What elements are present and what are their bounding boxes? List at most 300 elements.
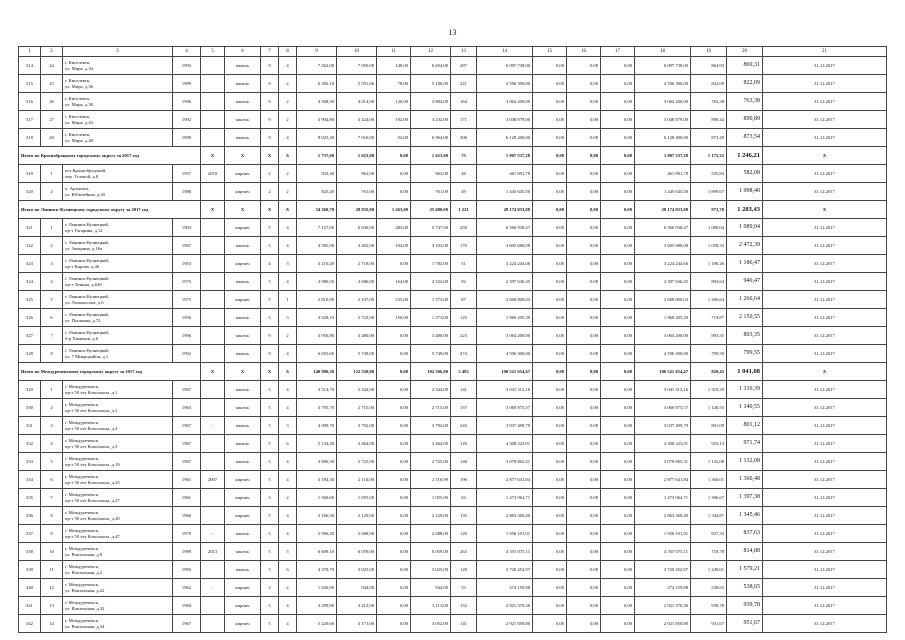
table-cell: 342 [19, 615, 41, 633]
table-cell: кирпич [225, 165, 261, 183]
table-cell: 4 [279, 345, 297, 363]
table-cell: 0,00 [533, 75, 567, 93]
table-cell: панель [225, 111, 261, 129]
subtotal-cell: 1 175,32 [691, 147, 727, 165]
table-cell: 3 037 499,79 [635, 417, 691, 435]
table-cell [201, 489, 225, 507]
table-cell: 1993 [173, 219, 201, 237]
subtotal-cell: 1 907 537,28 [635, 147, 691, 165]
table-row [19, 327, 887, 345]
table-cell: 31.12.2017 [763, 435, 887, 453]
table-cell: 3 041 312,16 [635, 381, 691, 399]
table-cell: 26 [451, 165, 477, 183]
header-cell: 2 [41, 47, 63, 57]
table-cell: 25 [41, 75, 63, 93]
table-cell: 31.12.2017 [763, 453, 887, 471]
table-cell: кирпич [225, 597, 261, 615]
table-cell: 0,00 [601, 291, 635, 309]
table-cell: 3 [41, 255, 63, 273]
header-cell: 12 [411, 47, 451, 57]
table-cell: 315 [19, 75, 41, 93]
table-cell: 53 [451, 579, 477, 597]
table-cell [201, 57, 225, 75]
table-row [19, 471, 887, 489]
table-cell: 1 573,00 [411, 291, 451, 309]
address-cell: г. Междуреченск, пр-т 50 лет Комсомола, д.25 [63, 471, 173, 489]
table-cell: 0,00 [567, 597, 601, 615]
table-cell: 1 473 064,71 [477, 489, 533, 507]
table-cell: 0,00 [377, 543, 411, 561]
table-cell: 3 299,80 [297, 597, 337, 615]
table-cell: 3 480,00 [337, 327, 377, 345]
table-cell: 6 655,60 [297, 345, 337, 363]
table-cell: 1996 [173, 327, 201, 345]
table-cell: 1967 [173, 435, 201, 453]
subtotal-cell: 28 935,00 [337, 201, 377, 219]
table-cell: 7 [41, 327, 63, 345]
table-cell: 28 [41, 129, 63, 147]
table-cell: 0,00 [533, 399, 567, 417]
table-cell: 1 026,90 [297, 579, 337, 597]
table-cell: 1990 [173, 129, 201, 147]
table-cell: 5 [261, 381, 279, 399]
table-cell: 1 784,00 [411, 255, 451, 273]
table-cell: 892,64 [691, 273, 727, 291]
table-cell: 0,00 [567, 399, 601, 417]
table-cell [201, 273, 225, 291]
table-cell: 0,00 [377, 489, 411, 507]
table-cell: 9 [261, 93, 279, 111]
table-cell: 243 [451, 417, 477, 435]
table-cell: 0,00 [601, 453, 635, 471]
header-cell: 17 [601, 47, 635, 57]
table-cell: 4 [279, 525, 297, 543]
table-cell: 340 [19, 579, 41, 597]
table-cell: 330 [19, 399, 41, 417]
header-cell: 16 [567, 47, 601, 57]
table-cell: 6 566 938,47 [635, 219, 691, 237]
table-cell [201, 93, 225, 111]
header-cell: 9 [297, 47, 337, 57]
table-cell: 0,00 [601, 597, 635, 615]
table-cell: 3 113,00 [411, 597, 451, 615]
subtotal-cell: X [279, 201, 297, 219]
table-cell: 2 810,90 [297, 291, 337, 309]
subtotal-cell: 0,00 [567, 363, 601, 381]
table-cell: 5 [261, 291, 279, 309]
table-cell: 763,38 [727, 93, 763, 111]
table-cell: 1 360,01 [691, 471, 727, 489]
table-cell: 196 [451, 471, 477, 489]
table-cell: 0,00 [533, 327, 567, 345]
table-cell: 2 688,00 [411, 525, 451, 543]
table-cell: 2 [41, 237, 63, 255]
table-cell: 3 102,00 [411, 237, 451, 255]
table-cell: 3 795,70 [297, 399, 337, 417]
subtotal-cell: 0,00 [601, 201, 635, 219]
table-cell [201, 129, 225, 147]
table-cell: 0,00 [533, 309, 567, 327]
table-cell: 8 [41, 345, 63, 363]
table-cell: 1999 [173, 75, 201, 93]
table-cell: 0,00 [567, 489, 601, 507]
table-cell: 0,00 [377, 435, 411, 453]
table-cell: 2 [279, 183, 297, 201]
table-cell: 5 [261, 471, 279, 489]
table-cell: панель [225, 129, 261, 147]
header-cell: 14 [477, 47, 533, 57]
table-cell: 221 [451, 75, 477, 93]
table-cell: 9 [261, 129, 279, 147]
table-cell: 8 [41, 507, 63, 525]
table-cell: 0,00 [533, 453, 567, 471]
table-cell: 3 894,00 [411, 93, 451, 111]
table-cell: 31.12.2017 [763, 111, 887, 129]
table-cell: 3 184,30 [297, 471, 337, 489]
table-cell: 5 220,60 [297, 615, 337, 633]
table-cell: 1975 [173, 291, 201, 309]
table-cell: 4 585,00 [297, 237, 337, 255]
table-cell: 0,00 [567, 273, 601, 291]
table-cell: 461 891,78 [477, 165, 533, 183]
table-cell: 2 344,00 [411, 381, 451, 399]
table-cell [201, 597, 225, 615]
table-row [19, 345, 887, 363]
address-cell: г. Междуреченск, ул. Вокзальная, д.9 [63, 543, 173, 561]
table-cell: 1 266,64 [691, 291, 727, 309]
table-cell: 0,00 [533, 165, 567, 183]
table-cell: 2 [279, 489, 297, 507]
header-cell: 19 [691, 47, 727, 57]
table-cell: 3 232,00 [411, 111, 451, 129]
subtotal-cell: X [201, 363, 225, 381]
table-cell: 2 877 641,84 [477, 471, 533, 489]
table-cell: 538,65 [691, 579, 727, 597]
table-cell [201, 219, 225, 237]
table-cell: 335 [19, 489, 41, 507]
table-cell: 152 [451, 597, 477, 615]
subtotal-cell: 1 283,43 [727, 201, 763, 219]
table-cell: 2 [279, 93, 297, 111]
table-cell: 7 050,00 [337, 57, 377, 75]
table-cell: 31.12.2017 [763, 381, 887, 399]
table-cell: 7 157,60 [297, 219, 337, 237]
table-cell: 336 [19, 507, 41, 525]
table-row [19, 255, 887, 273]
table-cell: 31.12.2017 [763, 309, 887, 327]
table-cell: 0,00 [601, 75, 635, 93]
table-cell: 326 [19, 309, 41, 327]
table-cell: 6 [41, 309, 63, 327]
table-cell: 0,00 [601, 381, 635, 399]
table-cell: 26 [41, 93, 63, 111]
table-cell: 0,00 [601, 543, 635, 561]
table-row [19, 489, 887, 507]
table-cell: 0,00 [533, 381, 567, 399]
table-cell [201, 381, 225, 399]
table-cell: - [201, 579, 225, 597]
subtotal-cell: 1 041,08 [727, 363, 763, 381]
table-cell: 4 596 390,00 [477, 75, 533, 93]
table-cell: 3 [279, 417, 297, 435]
table-cell: 3 464,00 [411, 435, 451, 453]
table-cell: 3 048 879,00 [635, 111, 691, 129]
table-cell: 1 960 205,39 [635, 309, 691, 327]
table-cell: 170 [451, 237, 477, 255]
table-cell: 5 [261, 219, 279, 237]
table-cell: 0,00 [567, 381, 601, 399]
table-cell: кирпич [225, 219, 261, 237]
table-cell: 0,00 [567, 561, 601, 579]
table-cell: 814,88 [727, 543, 763, 561]
table-cell: 3 [261, 489, 279, 507]
table-cell: 1 089,04 [691, 219, 727, 237]
subtotal-cell: X [201, 201, 225, 219]
table-row [19, 219, 887, 237]
table-cell: 2 [279, 327, 297, 345]
table-cell: 1 560,60 [297, 489, 337, 507]
table-cell: 1 [41, 219, 63, 237]
subtotal-cell: 122 520,00 [337, 363, 377, 381]
header-cell: 7 [261, 47, 279, 57]
table-cell: 331 [19, 417, 41, 435]
table-cell: 0,00 [533, 543, 567, 561]
table-cell: 300 [451, 129, 477, 147]
table-cell: 31.12.2017 [763, 417, 887, 435]
address-cell: г. Междуреченск, пр-т 50 лет Комсомола, д.19 [63, 453, 173, 471]
table-cell: 0,00 [533, 417, 567, 435]
table-row [19, 561, 887, 579]
table-cell: 0,00 [377, 399, 411, 417]
table-cell: 0,00 [567, 165, 601, 183]
subtotal-cell: 100 521 654,47 [477, 363, 533, 381]
table-cell: 31.12.2017 [763, 291, 887, 309]
table-cell: 31.12.2017 [763, 489, 887, 507]
housing-register-table [18, 46, 887, 633]
header-cell: 6 [225, 47, 261, 57]
table-cell: 0,00 [601, 273, 635, 291]
table-cell: 3 956,80 [297, 327, 337, 345]
table-row [19, 165, 887, 183]
table-cell: 0,00 [601, 129, 635, 147]
table-cell: 31.12.2017 [763, 93, 887, 111]
table-cell: 325 [19, 291, 41, 309]
table-cell: 0,00 [601, 507, 635, 525]
table-cell: 323 [19, 255, 41, 273]
table-cell: 6 030,00 [337, 219, 377, 237]
address-cell: г. Ленинск-Кузнецкий, ул. Запарина, д.16а [63, 237, 173, 255]
table-cell: 0,00 [533, 93, 567, 111]
table-cell: 1967 [173, 237, 201, 255]
table-cell: 9 [41, 525, 63, 543]
table-cell: 3 166,50 [297, 507, 337, 525]
table-cell: 3 037 499,79 [477, 417, 533, 435]
table-cell: 6 059,00 [411, 543, 451, 561]
subtotal-cell: 102 506,00 [411, 363, 451, 381]
table-cell: 1 249,01 [691, 561, 727, 579]
table-cell: 0,00 [601, 309, 635, 327]
table-cell: 120 [451, 435, 477, 453]
table-cell: 31.12.2017 [763, 57, 887, 75]
table-cell: 321 [19, 219, 41, 237]
address-cell: г. Междуреченск, пр-т 50 лет Комсомола, д.5 [63, 435, 173, 453]
table-cell: 1 579,21 [727, 561, 763, 579]
table-cell: 2 921 850,80 [477, 615, 533, 633]
table-cell: 2 686,00 [337, 273, 377, 291]
table-cell: 3 464,00 [337, 435, 377, 453]
table-cell: 2 [279, 75, 297, 93]
table-cell: 1 445 645,50 [635, 183, 691, 201]
table-row [19, 309, 887, 327]
table-cell: 327 [19, 327, 41, 345]
table-cell: 274 [451, 345, 477, 363]
table-cell: панель [225, 273, 261, 291]
table-cell: 971,74 [727, 435, 763, 453]
table-cell: 31.12.2017 [763, 579, 887, 597]
table-cell: 4 355 075,11 [635, 543, 691, 561]
table-row [19, 435, 887, 453]
table-cell: 164,00 [377, 273, 411, 291]
table-cell: 287 [451, 57, 477, 75]
table-cell: кирпич [225, 489, 261, 507]
subtotal-cell: 0,00 [567, 201, 601, 219]
subtotal-cell: 973,70 [691, 201, 727, 219]
table-cell: 263 [451, 543, 477, 561]
table-cell: панель [225, 435, 261, 453]
table-cell: 5 [261, 417, 279, 435]
table-cell: 332 [19, 435, 41, 453]
table-cell: 2 921 850,80 [635, 615, 691, 633]
table-cell: 2 996,20 [297, 525, 337, 543]
table-cell: 148,00 [377, 57, 411, 75]
table-cell: 5 747,00 [411, 219, 451, 237]
subtotal-label: Итого по Ленинск-Кузнецкому городскому округу за 2017 год [19, 201, 201, 219]
table-cell: 2013 [201, 543, 225, 561]
table-cell: 1992 [173, 345, 201, 363]
table-cell: 283,00 [377, 219, 411, 237]
table-cell: 5 [261, 597, 279, 615]
table-cell: 4 370,70 [297, 561, 337, 579]
table-cell: 1 360,48 [727, 471, 763, 489]
table-cell: 4 014,00 [337, 93, 377, 111]
subtotal-cell: X [279, 363, 297, 381]
table-cell: 2 [41, 399, 63, 417]
table-cell: 12 [41, 579, 63, 597]
table-cell: панель [225, 345, 261, 363]
table-cell: 1956 [173, 309, 201, 327]
table-cell: 761,00 [337, 183, 377, 201]
table-cell [201, 345, 225, 363]
table-cell: 4 [279, 237, 297, 255]
table-cell: 11 [41, 561, 63, 579]
subtotal-cell: 1 737,60 [297, 147, 337, 165]
table-cell: 6 097 738,00 [477, 57, 533, 75]
table-cell: 1 140,55 [691, 399, 727, 417]
table-cell: 3 060 875,57 [635, 399, 691, 417]
table-cell: 7 [41, 489, 63, 507]
subtotal-cell: 1 907 537,28 [477, 147, 533, 165]
table-cell: панель [225, 93, 261, 111]
table-cell: 1983 [173, 561, 201, 579]
table-cell: 1961 [173, 471, 201, 489]
table-cell: панель [225, 417, 261, 435]
table-row [19, 597, 887, 615]
table-cell: 334 [19, 471, 41, 489]
table-cell [201, 75, 225, 93]
table-cell: панель [225, 327, 261, 345]
table-cell: 322 [19, 237, 41, 255]
table-cell: 4 596 390,00 [635, 75, 691, 93]
table-cell: 2 129,00 [411, 507, 451, 525]
table-cell: 2 715,00 [337, 399, 377, 417]
table-cell: 0,00 [601, 417, 635, 435]
table-cell [201, 183, 225, 201]
table-cell: 0,00 [567, 471, 601, 489]
table-cell: 339 [19, 561, 41, 579]
table-cell: 822,09 [727, 75, 763, 93]
table-cell: 1957 [173, 165, 201, 183]
table-cell: 31.12.2017 [763, 471, 887, 489]
table-cell: 1 345,46 [727, 507, 763, 525]
address-cell: г. Ленинск-Кузнецкий, б-р Химиков, д.6 [63, 327, 173, 345]
address-cell: г. Ленинск-Кузнецкий, ул. 7 Микрорайон, д.1 [63, 345, 173, 363]
table-cell: 3 048 879,00 [477, 111, 533, 129]
table-cell: 931,67 [691, 615, 727, 633]
table-cell: 9 [261, 345, 279, 363]
subtotal-cell: 1 263,00 [377, 201, 411, 219]
table-cell: 0,00 [567, 507, 601, 525]
table-cell: 0,00 [377, 255, 411, 273]
table-cell: 3 514,70 [297, 381, 337, 399]
subtotal-cell: 1 246,21 [727, 147, 763, 165]
table-cell: 318 [19, 129, 41, 147]
table-cell: 2 107,00 [337, 291, 377, 309]
table-cell: 31.12.2017 [763, 327, 887, 345]
table-cell: 0,00 [377, 381, 411, 399]
table-cell: панель [225, 237, 261, 255]
table-cell: 3 064 200,00 [477, 327, 533, 345]
header-cell: 21 [763, 47, 887, 57]
table-row [19, 525, 887, 543]
table-cell: 2 397 636,45 [635, 273, 691, 291]
table-cell: 164 [451, 93, 477, 111]
table-cell: 6 566 938,47 [477, 219, 533, 237]
table-cell: 862,00 [411, 165, 451, 183]
table-cell: 31.12.2017 [763, 219, 887, 237]
table-cell: 0,00 [567, 543, 601, 561]
table-cell: 890,89 [727, 111, 763, 129]
table-cell: 3 041 312,16 [477, 381, 533, 399]
table-cell: 4 [41, 435, 63, 453]
table-cell: 944,00 [411, 579, 451, 597]
table-cell: 9 [261, 327, 279, 345]
table-cell: 31.12.2017 [763, 345, 887, 363]
subtotal-cell: 0,00 [533, 363, 567, 381]
table-cell: 4 [279, 399, 297, 417]
table-cell: 141 [451, 615, 477, 633]
table-cell: 4 308 323,91 [635, 435, 691, 453]
address-cell: г. Ленинск-Кузнецкий, пр-т Гагарина, д.12 [63, 219, 173, 237]
table-cell: 1 445 645,50 [477, 183, 533, 201]
table-row [19, 57, 887, 75]
table-cell: 0,00 [533, 471, 567, 489]
header-cell: 15 [533, 47, 567, 57]
address-cell: г. Ленинск-Кузнецкий, ул. Ломоносова, д.6 [63, 291, 173, 309]
table-cell: 0,00 [533, 345, 567, 363]
table-cell: 1 186,47 [727, 255, 763, 273]
table-cell: 31.12.2017 [763, 507, 887, 525]
address-cell: пгт Краснобродский, пер. Угловой, д.8 [63, 165, 173, 183]
